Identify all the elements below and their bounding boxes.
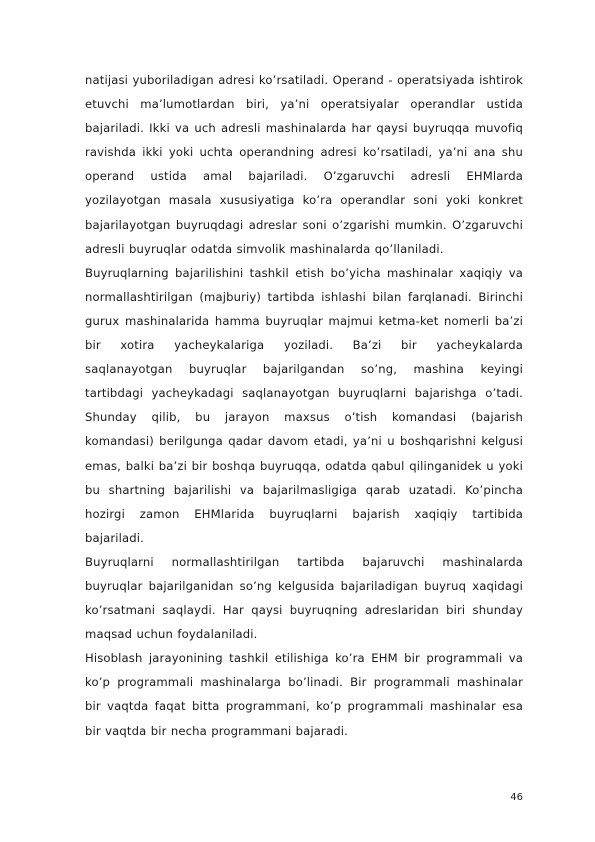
body-text [85,68,523,743]
page-number: 46 [510,792,523,803]
paragraph-1: natijasi yuboriladigan adresi ko’rsatiladi. Operand - operatsiyada ishtirok etuvchi ma’lumotlardan biri, ya’ni operatsiyalar operandlar ustida bajariladi. Ikki va uch adresli mashinalarda har qaysi buyruqqa muvofiq ravishda ikki yoki uchta operandning adresi ko’rsatiladi, ya’ni ana shu operand ustida amal bajariladi. O’zgaruvchi adresli EHMlarda yozilayotgan masala xususiyatiga ko’ra operandlar soni yoki konkret bajarilayotgan buyruqdagi adreslar soni o’zgarishi mumkin. O’zgaruvchi adresli buyruqlar odatda simvolik mashinalarda qo’llaniladi. [85,73,523,256]
paragraph-2: Buyruqlarning bajarilishini tashkil etish bo’yicha mashinalar xaqiqiy va normallashtirilgan (majburiy) tartibda ishlashi bilan farqlanadi. Birinchi gurux mashinalarida hamma buyruqlar majmui ketma-ket nomerli ba’zi bir xotira yacheykalariga yoziladi. Ba’zi bir yacheykalarda saqlanayotgan buyruqlar bajarilgandan so’ng, mashina keyingi tartibdagi yacheykadagi saqlanayotgan buyruqlarni bajarishga o’tadi. Shunday qilib, bu jarayon maxsus o’tish komandasi (bajarish komandasi) berilgunga qadar davom etadi, ya’ni u boshqarishni kelgusi emas, balki ba’zi bir boshqa buyruqqa, odatda qabul qilinganidek u yoki bu shartning bajarilishi va bajarilmasligiga qarab uzatadi. Ko’pincha hozirgi zamon EHMlarida buyruqlarni bajarish xaqiqiy tartibida bajariladi. [85,265,523,545]
paragraph-4: Hisoblash jarayonining tashkil etilishiga ko’ra EHM bir programmali va ko’p programmali mashinalarga bo’linadi. Bir programmali mashinalar bir vaqtda faqat bitta programmani, ko’p programmali mashinalar esa bir vaqtda bir necha programmani bajaradi. [85,651,523,738]
paragraph-3: Buyruqlarni normallashtirilgan tartibda bajaruvchi mashinalarda buyruqlar bajarilganidan so’ng kelgusida bajariladigan buyruq xaqidagi ko’rsatmani saqlaydi. Har qaysi buyruqning adreslaridan biri shunday maqsad uchun foydalaniladi. [85,554,523,642]
